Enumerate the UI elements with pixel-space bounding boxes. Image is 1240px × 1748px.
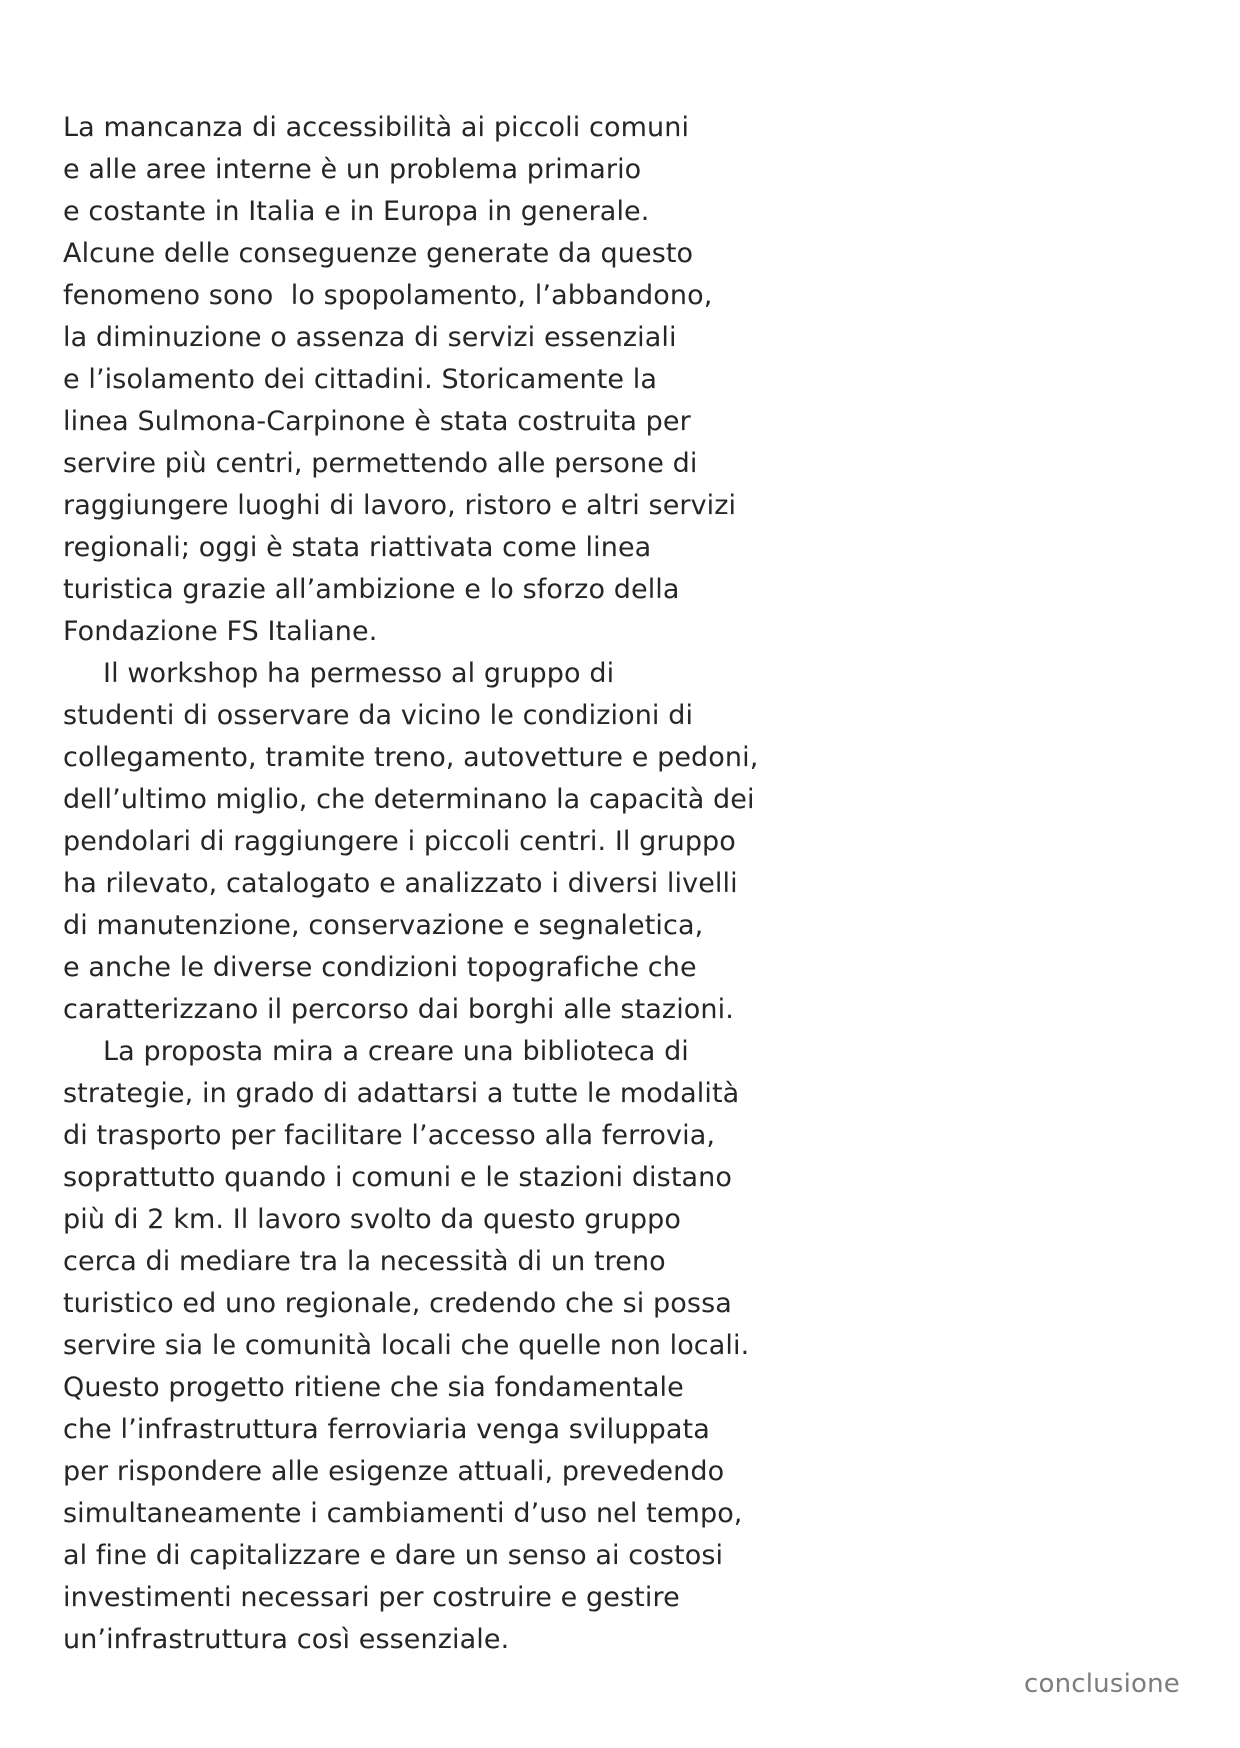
text-line: pendolari di raggiungere i piccoli centri. Il gruppo <box>63 826 736 857</box>
text-line: fenomeno sono lo spopolamento, l’abbandono, <box>63 280 713 311</box>
text-line: Il workshop ha permesso al gruppo di <box>103 658 615 689</box>
text-line: linea Sulmona-Carpinone è stata costruita per <box>63 406 691 437</box>
text-line: servire più centri, permettendo alle persone di <box>63 448 698 479</box>
text-line: simultaneamente i cambiamenti d’uso nel tempo, <box>63 1498 743 1529</box>
text-line: turistica grazie all’ambizione e lo sforzo della <box>63 574 680 605</box>
paragraph-2 <box>63 653 843 1031</box>
text-line: studenti di osservare da vicino le condizioni di <box>63 700 694 731</box>
text-line: che l’infrastruttura ferroviaria venga sviluppata <box>63 1414 710 1445</box>
text-line: regionali; oggi è stata riattivata come linea <box>63 532 652 563</box>
text-line: turistico ed uno regionale, credendo che si possa <box>63 1288 732 1319</box>
text-line: un’infrastruttura così essenziale. <box>63 1624 510 1655</box>
section-label: conclusione <box>1023 1669 1180 1699</box>
text-line: dell’ultimo miglio, che determinano la capacità dei <box>63 784 755 815</box>
text-line: investimenti necessari per costruire e gestire <box>63 1582 680 1613</box>
text-line: strategie, in grado di adattarsi a tutte le modalità <box>63 1078 740 1109</box>
text-line: più di 2 km. Il lavoro svolto da questo gruppo <box>63 1204 682 1235</box>
text-line: di trasporto per facilitare l’accesso alla ferrovia, <box>63 1120 716 1151</box>
text-line: soprattutto quando i comuni e le stazioni distano <box>63 1162 732 1193</box>
text-line: cerca di mediare tra la necessità di un treno <box>63 1246 666 1277</box>
text-line: Fondazione FS Italiane. <box>63 616 378 647</box>
text-line: La mancanza di accessibilità ai piccoli comuni <box>63 112 690 143</box>
text-line: per rispondere alle esigenze attuali, prevedendo <box>63 1456 725 1487</box>
text-line: servire sia le comunità locali che quelle non locali. <box>63 1330 750 1361</box>
body-text <box>63 107 843 1661</box>
paragraph-1 <box>63 107 843 653</box>
text-line: e anche le diverse condizioni topografiche che <box>63 952 697 983</box>
text-line: la diminuzione o assenza di servizi essenziali <box>63 322 677 353</box>
text-line: Questo progetto ritiene che sia fondamentale <box>63 1372 684 1403</box>
text-line: Alcune delle conseguenze generate da questo <box>63 238 694 269</box>
paragraph-3 <box>63 1031 843 1661</box>
text-line: e l’isolamento dei cittadini. Storicamente la <box>63 364 658 395</box>
text-line: al fine di capitalizzare e dare un senso ai costosi <box>63 1540 724 1571</box>
text-line: raggiungere luoghi di lavoro, ristoro e altri servizi <box>63 490 737 521</box>
text-line: e alle aree interne è un problema primario <box>63 154 642 185</box>
text-line: La proposta mira a creare una biblioteca di <box>103 1036 689 1067</box>
text-line: caratterizzano il percorso dai borghi alle stazioni. <box>63 994 734 1025</box>
text-line: di manutenzione, conservazione e segnaletica, <box>63 910 704 941</box>
text-line: e costante in Italia e in Europa in generale. <box>63 196 650 227</box>
text-line: collegamento, tramite treno, autovetture e pedoni, <box>63 742 759 773</box>
text-line: ha rilevato, catalogato e analizzato i diversi livelli <box>63 868 738 899</box>
